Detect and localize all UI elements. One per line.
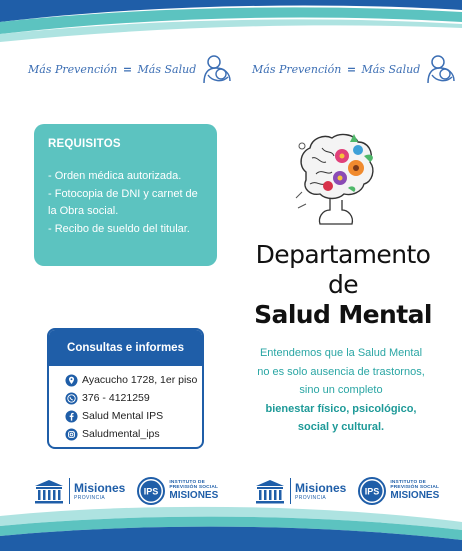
location-pin-icon [65, 374, 78, 387]
mental-health-message [243, 344, 439, 437]
ips-letters: IPS [365, 486, 380, 497]
top-wave-decoration [0, 0, 462, 50]
slogan-equals: = [346, 62, 357, 76]
requirement-item: - Fotocopia de DNI y carnet de la Obra social. [48, 187, 198, 217]
message-line: Entendemos que la Salud Mental [259, 347, 423, 359]
brain-flowers-illustration [292, 128, 378, 228]
misiones-subtitle: PROVINCIA [74, 494, 106, 501]
ips-line1: INSTITUTO DE [390, 479, 426, 485]
slogan-part-2: Más Salud [137, 62, 197, 76]
contact-address-text: Ayacucho 1728, 1er piso [82, 374, 198, 386]
contact-list [49, 366, 202, 443]
department-title-line1: Departamento de [255, 240, 431, 299]
ips-name: MISIONES [390, 490, 440, 502]
message-line: sino un completo [299, 384, 383, 396]
slogan-left [28, 52, 234, 86]
requirements-list [48, 168, 207, 238]
slogan-part-1: Más Prevención [28, 62, 118, 76]
requirement-item: - Recibo de sueldo del titular. [48, 222, 190, 235]
department-title-line2: Salud Mental [254, 300, 432, 329]
message-bold-line: social y cultural. [297, 421, 385, 433]
slogan-equals: = [122, 62, 133, 76]
slogan-text [28, 63, 196, 76]
contact-facebook [65, 407, 202, 425]
misiones-name: Misiones [295, 480, 347, 495]
contact-address [65, 371, 202, 389]
contact-title: Consultas e informes [49, 330, 202, 366]
slogan-text [252, 63, 420, 76]
contact-phone-text: 376 - 4121259 [82, 392, 150, 404]
ips-line2: PREVISIÓN SOCIAL [390, 484, 440, 490]
message-bold-line: bienestar físico, psicológico, [265, 402, 417, 415]
requirements-card [34, 124, 217, 266]
instagram-icon [65, 428, 78, 441]
ips-line2: PREVISIÓN SOCIAL [169, 484, 219, 490]
ips-name: MISIONES [169, 490, 219, 502]
requirements-title: REQUISITOS [48, 138, 121, 150]
contact-phone [65, 389, 202, 407]
ips-letters: IPS [144, 486, 159, 497]
mother-child-icon [200, 53, 234, 85]
contact-facebook-text: Salud Mental IPS [82, 410, 164, 422]
slogan-part-1: Más Prevención [252, 62, 342, 76]
ips-line1: INSTITUTO DE [169, 479, 205, 485]
misiones-subtitle: PROVINCIA [295, 494, 327, 501]
bottom-wave-decoration [0, 496, 462, 551]
misiones-name: Misiones [74, 480, 126, 495]
mother-child-icon [424, 53, 458, 85]
contact-instagram-text: Saludmental_ips [82, 428, 160, 440]
requirement-item: - Orden médica autorizada. [48, 170, 182, 182]
contact-instagram [65, 425, 202, 443]
facebook-icon [65, 410, 78, 423]
department-title [243, 240, 443, 330]
message-line: no es solo ausencia de trastornos, [257, 365, 425, 378]
whatsapp-icon [65, 392, 78, 405]
slogan-right [252, 52, 458, 86]
contact-card [47, 328, 204, 449]
slogan-part-2: Más Salud [361, 62, 421, 76]
